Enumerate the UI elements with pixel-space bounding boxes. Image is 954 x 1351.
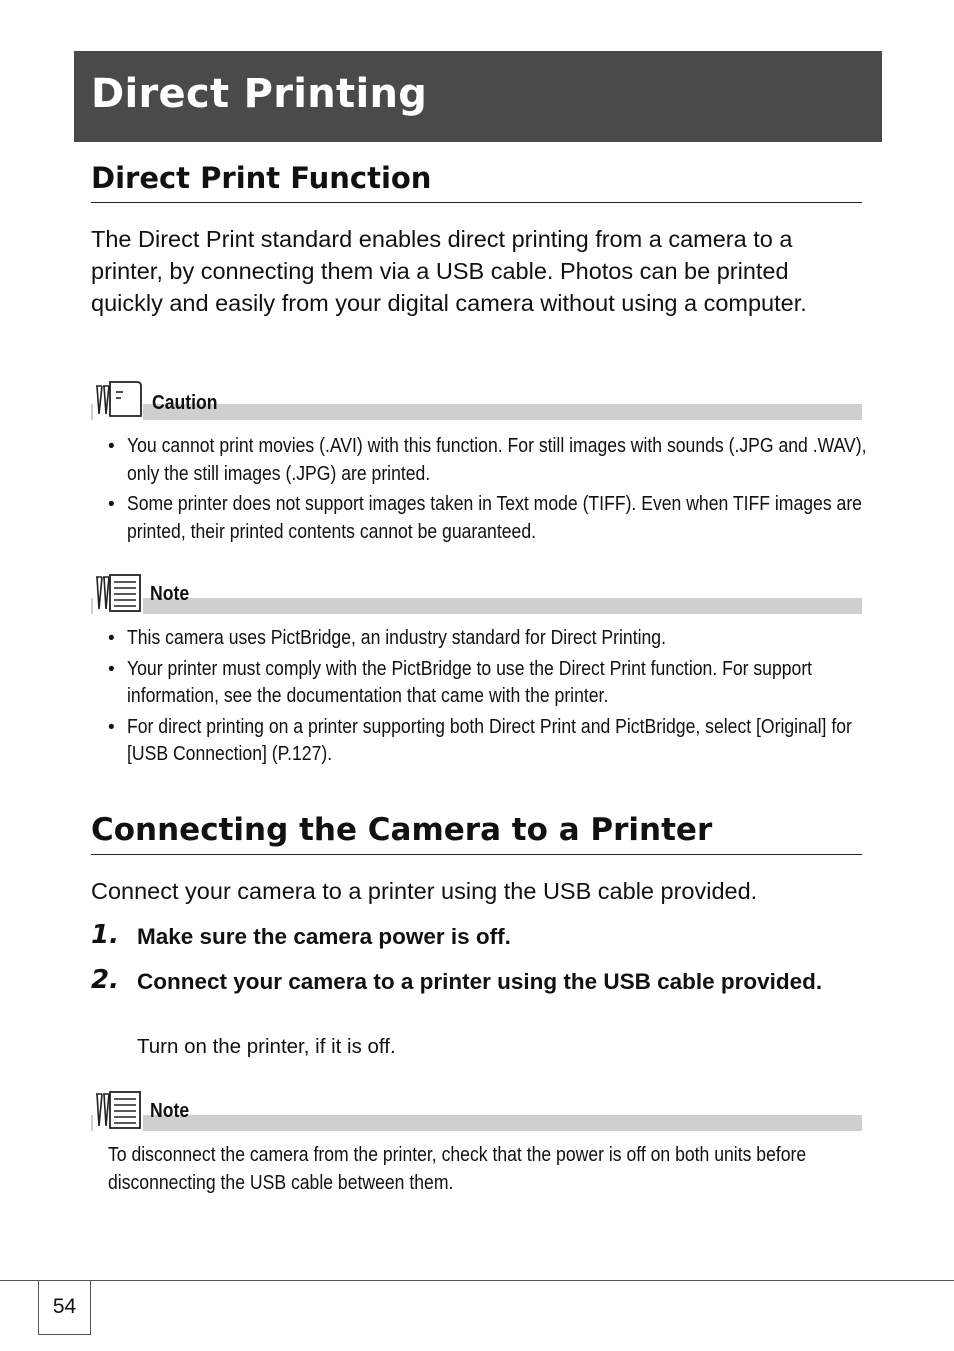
caution-icon — [93, 380, 143, 420]
chapter-banner — [74, 51, 882, 142]
note-icon — [93, 1090, 143, 1132]
section-intro-paragraph: Connect your camera to a printer using the USB cable provided. — [91, 878, 758, 904]
note-text: To disconnect the camera from the printer, check that the power is off on both units before disconnecting the USB cable between them. — [108, 1144, 807, 1194]
list-item: • Your printer must comply with the PictBridge to use the Direct Print function. For support information, see the documentation that came with the printer. — [108, 657, 813, 707]
chapter-title: Direct Printing — [91, 71, 428, 117]
page-number-box — [38, 1280, 91, 1335]
page-number: 54 — [52, 1295, 77, 1318]
section-heading-connecting: Connecting the Camera to a Printer — [91, 810, 862, 855]
caution-list — [108, 433, 866, 549]
note-header-bar — [91, 598, 862, 614]
note-icon — [93, 573, 143, 615]
note-header-bar — [91, 1115, 862, 1131]
section-intro-paragraph: The Direct Print standard enables direct printing from a camera to a printer, by connecting them via a USB cable. Photos can be printed quickly and easily from your digital camera without using a computer. — [91, 226, 807, 316]
list-item: • For direct printing on a printer supporting both Direct Print and PictBridge, select [Original] for [USB Connection] (P.127). — [108, 715, 852, 765]
step-instruction: Make sure the camera power is off. — [137, 924, 511, 949]
footer-rule — [0, 1280, 954, 1281]
step-number: 2. — [91, 965, 119, 995]
step-number: 1. — [91, 920, 119, 950]
note-label: Note — [150, 583, 190, 605]
list-item: • You cannot print movies (.AVI) with this function. For still images with sounds (.JPG and .WAV), only the still images (.JPG) are printed. — [108, 435, 867, 485]
list-item: • This camera uses PictBridge, an industry standard for Direct Printing. — [108, 627, 666, 649]
section-heading-direct-print-function: Direct Print Function — [91, 158, 862, 203]
step-detail: Turn on the printer, if it is off. — [137, 1035, 396, 1058]
list-item: • Some printer does not support images taken in Text mode (TIFF). Even when TIFF images are printed, their printed contents cannot be guaranteed. — [108, 493, 862, 543]
note-list — [108, 625, 866, 772]
caution-label: Caution — [152, 392, 218, 414]
step-instruction: Connect your camera to a printer using the USB cable provided. — [137, 969, 823, 994]
note-label: Note — [150, 1100, 190, 1122]
